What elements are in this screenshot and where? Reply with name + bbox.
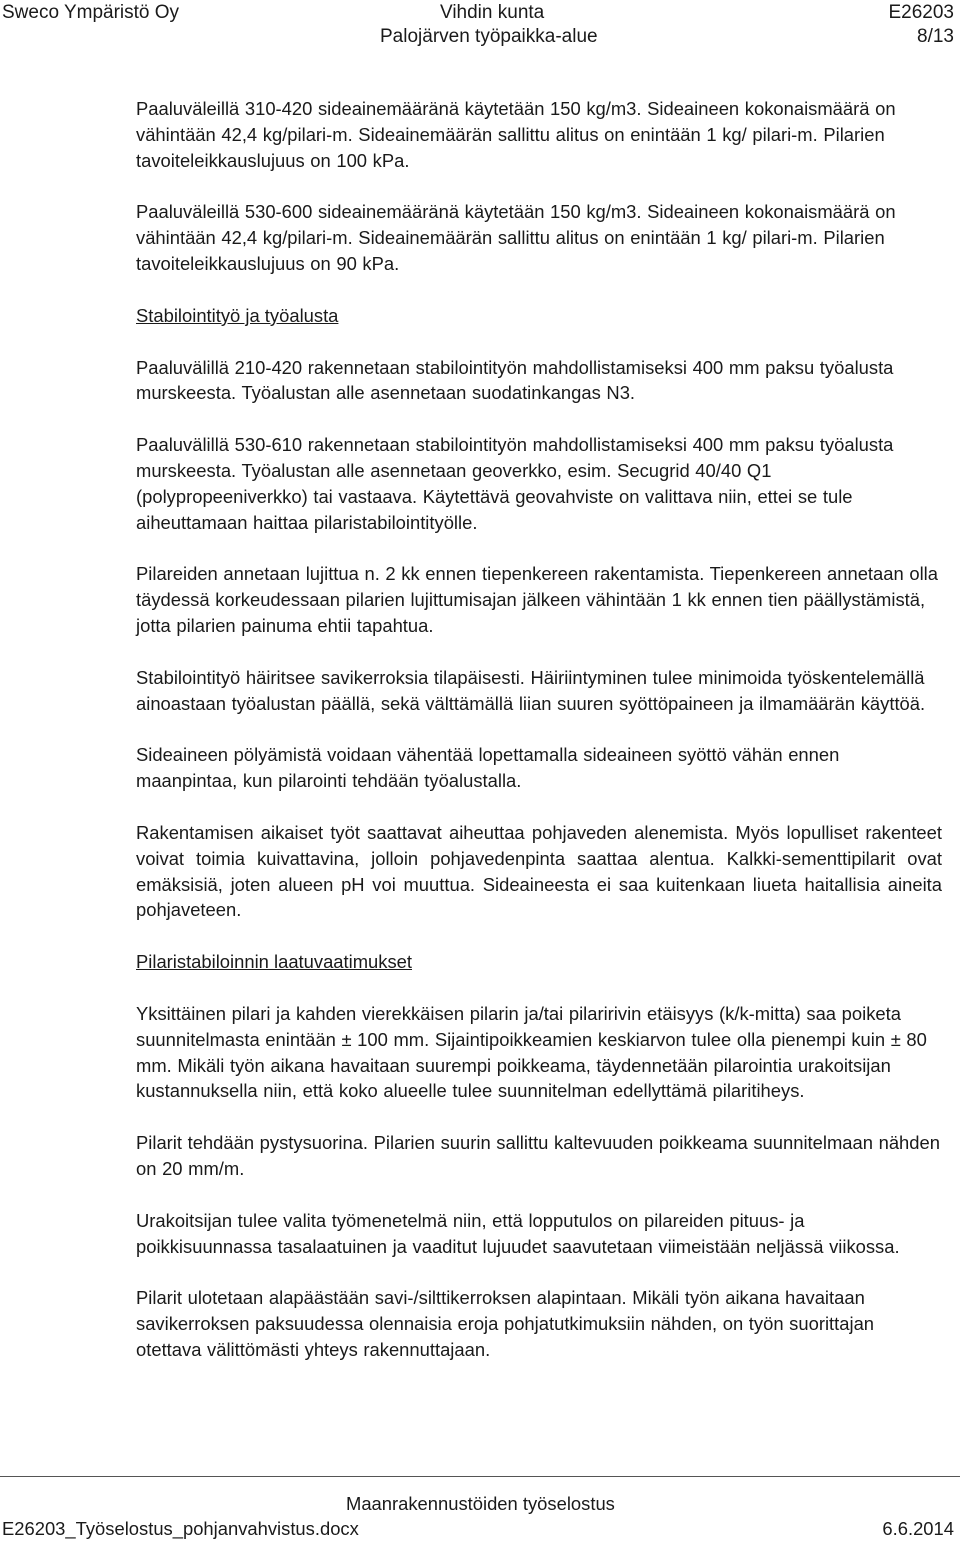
company-name: Sweco Ympäristö Oy [2, 2, 180, 23]
paragraph-binder-310-420: Paaluväleillä 310-420 sideainemääränä käytetään 150 kg/m3. Sideaineen kokonaismäärä on vähintään 42,4 kg/pilari-m. Sideainemäärän sallittu alitus on enintään 1 kg/ pilari-m. Pilarien tavoiteleikkauslujuus on 100 kPa. [136, 98, 896, 171]
document-body [136, 96, 942, 1389]
footer-date: 6.6.2014 [882, 1518, 954, 1539]
project-code: E26203 [888, 2, 954, 23]
footer-divider [0, 1476, 960, 1477]
page-header [0, 0, 960, 60]
site-name: Palojärven työpaikka-alue [380, 26, 598, 47]
paragraph-work-method: Urakoitsijan tulee valita työmenetelmä niin, että lopputulos on pilareiden pituus- ja poikkisuunnassa tasalaatuinen ja vaaditut lujuudet saavutetaan viimeistään neljässä viikossa. [136, 1209, 900, 1257]
paragraph-work-platform-530-610: Paaluvälillä 530-610 rakennetaan stabilointityön mahdollistamiseksi 400 mm paksu työalusta murskeesta. Työalustan alle asennetaan geoverkko, esim. Secugrid 40/40 Q1 (polypropeeniverkko) tai vastaava. Käytettävä geovahviste on valittava niin, ettei se tule aiheuttamaan haittaa pilaristabilointityölle. [136, 434, 894, 533]
section-heading-quality: Pilaristabiloinnin laatuvaatimukset [136, 951, 413, 973]
paragraph-groundwater: Rakentamisen aikaiset työt saattavat aiheuttaa pohjaveden alenemista. Myös lopulliset rakenteet voivat toimia kuivattavina, jolloin pohjavedenpinta saattaa alentua. Kalkki-sementtipilarit ovat emäksisiä, joten alueen pH voi muuttua. Sideaineesta ei saa kuitenkaan liueta haitallisia aineita pohjaveteen. [136, 821, 942, 921]
page-number: 8/13 [917, 26, 954, 47]
paragraph-verticality: Pilarit tehdään pystysuorina. Pilarien suurin sallittu kaltevuuden poikkeama suunnitelmaan nähden on 20 mm/m. [136, 1132, 940, 1179]
footer-document-title: Maanrakennustöiden työselostus [346, 1493, 615, 1514]
paragraph-work-platform-210-420: Paaluvälillä 210-420 rakennetaan stabilointityön mahdollistamiseksi 400 mm paksu työalusta murskeesta. Työalustan alle asennetaan suodatinkangas N3. [136, 356, 894, 404]
paragraph-position-tolerance: Yksittäinen pilari ja kahden vierekkäisen pilarin ja/tai pilaririvin etäisyys (k/k-mitta) saa poiketa suunnitelmasta enintään ± 100 mm. Sijaintipoikkeamien keskiarvon tulee olla pienempi kuin ± 80 mm. Mikäli työn aikana havaitaan suurempi poikkeama, täydennetään pilarointia urakoitsijan kustannuksella niin, että koko alueelle tulee suunnitelman edellyttämä pilaritiheys. [136, 1002, 927, 1102]
paragraph-dust-reduction: Sideaineen pölyämistä voidaan vähentää lopettamalla sideaineen syöttö vähän ennen maanpintaa, kun pilarointi tehdään työalustalla. [136, 744, 840, 792]
paragraph-binder-530-600: Paaluväleillä 530-600 sideainemääränä käytetään 150 kg/m3. Sideaineen kokonaismäärä on vähintään 42,4 kg/pilari-m. Sideainemäärän sallittu alitus on enintään 1 kg/ pilari-m. Pilarien tavoiteleikkauslujuus on 90 kPa. [136, 201, 896, 274]
section-heading-stabilization: Stabilointityö ja työalusta [136, 304, 339, 326]
paragraph-curing-time: Pilareiden annetaan lujittua n. 2 kk ennen tiepenkereen rakentamista. Tiepenkereen annetaan olla täydessä korkeudessaan pilarien lujittumisajan jälkeen vähintään 1 kk ennen tien päällystämistä, jotta pilarien painuma ehtii tapahtua. [136, 563, 938, 636]
paragraph-pile-depth: Pilarit ulotetaan alapäästään savi-/silttikerroksen alapintaan. Mikäli työn aikana havaitaan savikerroksen paksuudessa olennaisia eroja pohjatutkimuksiin nähden, on työn suorittajan otettava välittömästi yhteys rakennuttajaan. [136, 1287, 875, 1360]
paragraph-clay-disturbance: Stabilointityö häiritsee savikerroksia tilapäisesti. Häiriintyminen tulee minimoida työskentelemällä ainoastaan työalustan päällä, sekä välttämällä liian suuren syöttöpaineen ja ilmamäärän käyttöä. [136, 666, 926, 714]
client-name: Vihdin kunta [440, 2, 545, 23]
footer-filename: E26203_Työselostus_pohjanvahvistus.docx [2, 1518, 359, 1539]
